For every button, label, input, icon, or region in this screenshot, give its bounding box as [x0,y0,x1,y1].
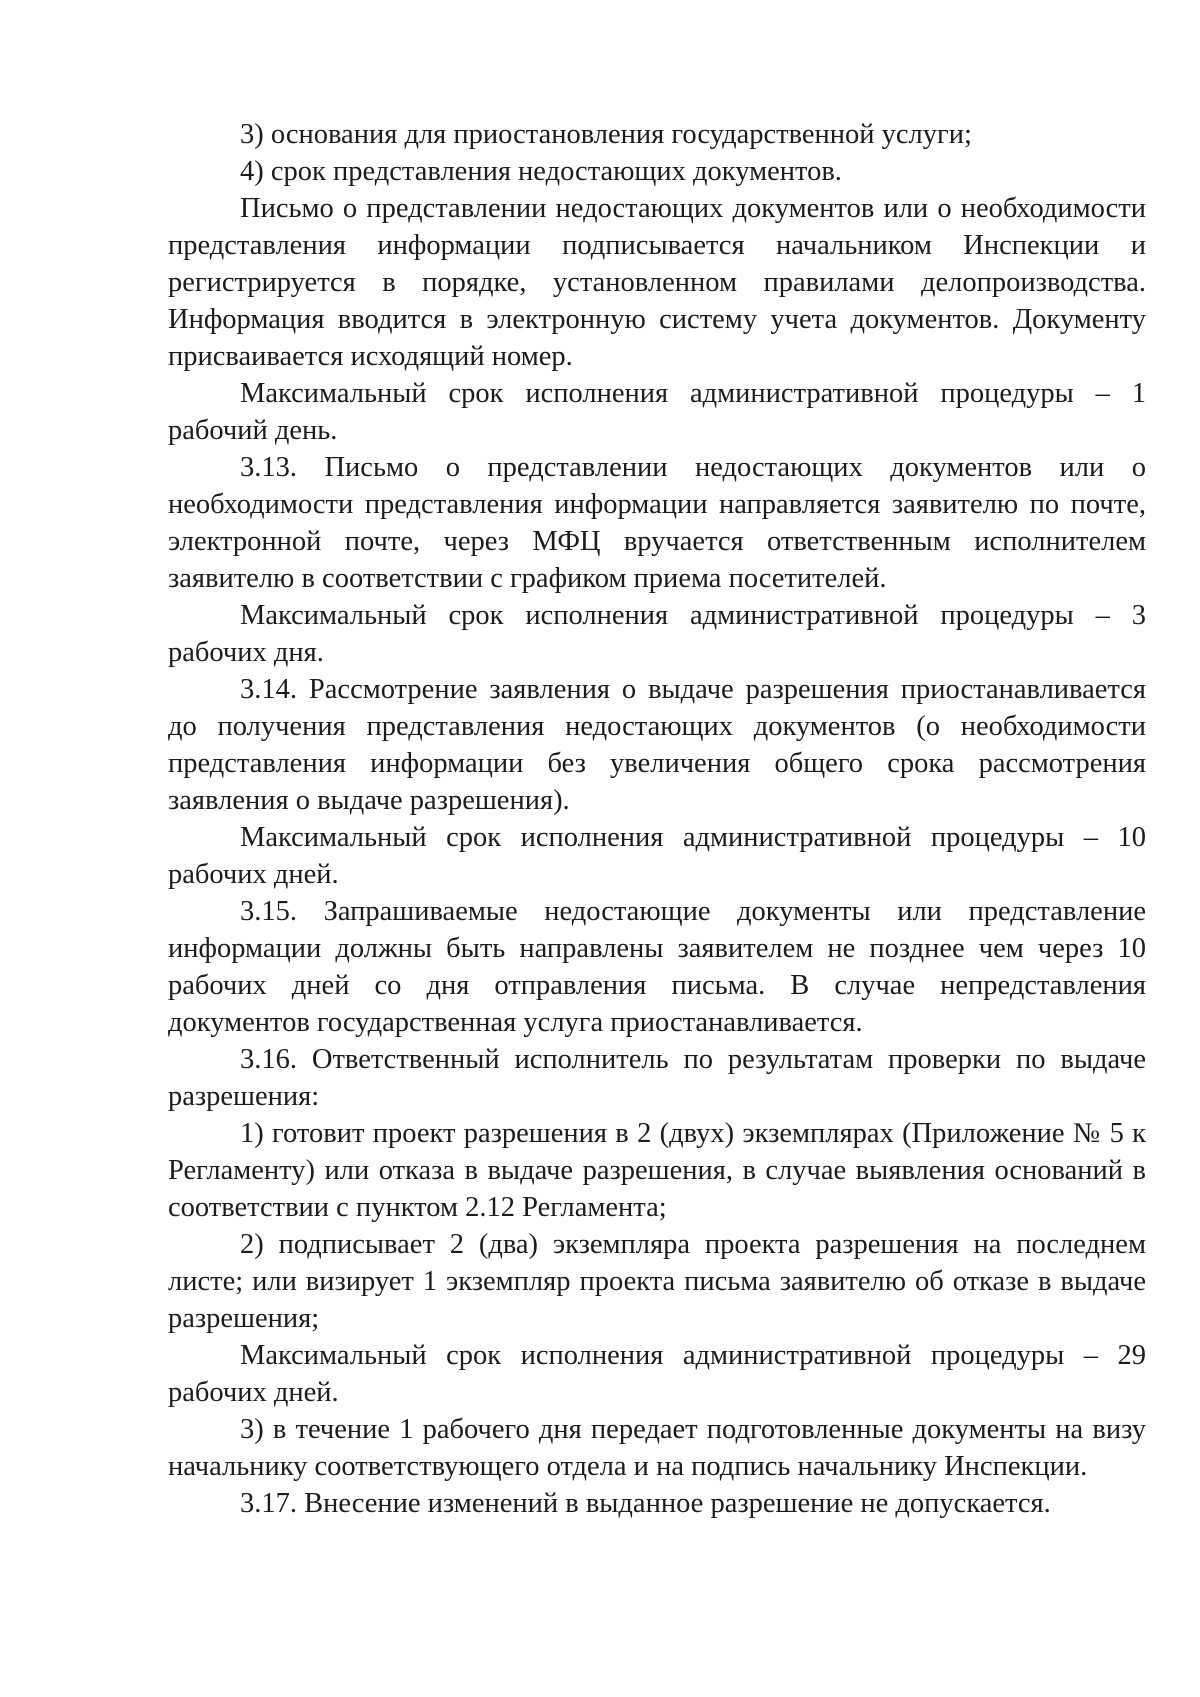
paragraph-item-4-deadline: 4) срок представления недостающих документов. [240,156,842,187]
document-body [168,116,1146,1522]
paragraph-max-term-3-days: Максимальный срок исполнения административной процедуры – 3 рабочих дня. [168,600,1146,668]
paragraph-3-14: 3.14. Рассмотрение заявления о выдаче разрешения приостанавливается до получения представления недостающих документов (о необходимости представления информации без увеличения общего срока рассмотрения заявления о выдаче разрешения). [168,674,1146,816]
paragraph-3-16: 3.16. Ответственный исполнитель по результатам проверки по выдаче разрешения: [168,1044,1146,1112]
paragraph-3-13: 3.13. Письмо о представлении недостающих документов или о необходимости представления информации направляется заявителю по почте, электронной почте, через МФЦ вручается ответственным исполнителем заявителю в соответствии с графиком приема посетителей. [168,452,1146,594]
paragraph-item-1-prepares: 1) готовит проект разрешения в 2 (двух) экземплярах (Приложение № 5 к Регламенту) или отказа в выдаче разрешения, в случае выявления оснований в соответствии с пунктом 2.12 Регламента; [168,1118,1146,1223]
paragraph-item-3-transfers: 3) в течение 1 рабочего дня передает подготовленные документы на визу начальнику соответствующего отдела и на подпись начальнику Инспекции. [168,1414,1146,1482]
paragraph-letter-signing: Письмо о представлении недостающих документов или о необходимости представления информации подписывается начальником Инспекции и регистрируется в порядке, установленном правилами делопроизводства. Информация вводится в электронную систему учета документов. Документу присваивается исходящий номер. [168,193,1146,372]
paragraph-3-15: 3.15. Запрашиваемые недостающие документы или представление информации должны быть направлены заявителем не позднее чем через 10 рабочих дней со дня отправления письма. В случае непредставления документов государственная услуга приостанавливается. [168,896,1146,1038]
paragraph-max-term-10-days: Максимальный срок исполнения административной процедуры – 10 рабочих дней. [168,822,1146,890]
paragraph-max-term-1-day: Максимальный срок исполнения административной процедуры – 1 рабочий день. [168,378,1146,446]
paragraph-item-3-grounds: 3) основания для приостановления государственной услуги; [240,119,972,150]
paragraph-3-17: 3.17. Внесение изменений в выданное разрешение не допускается. [240,1488,1051,1519]
paragraph-item-2-signs: 2) подписывает 2 (два) экземпляра проекта разрешения на последнем листе; или визирует 1 экземпляр проекта письма заявителю об отказе в выдаче разрешения; [168,1229,1146,1334]
paragraph-max-term-29-days: Максимальный срок исполнения административной процедуры – 29 рабочих дней. [168,1340,1146,1408]
